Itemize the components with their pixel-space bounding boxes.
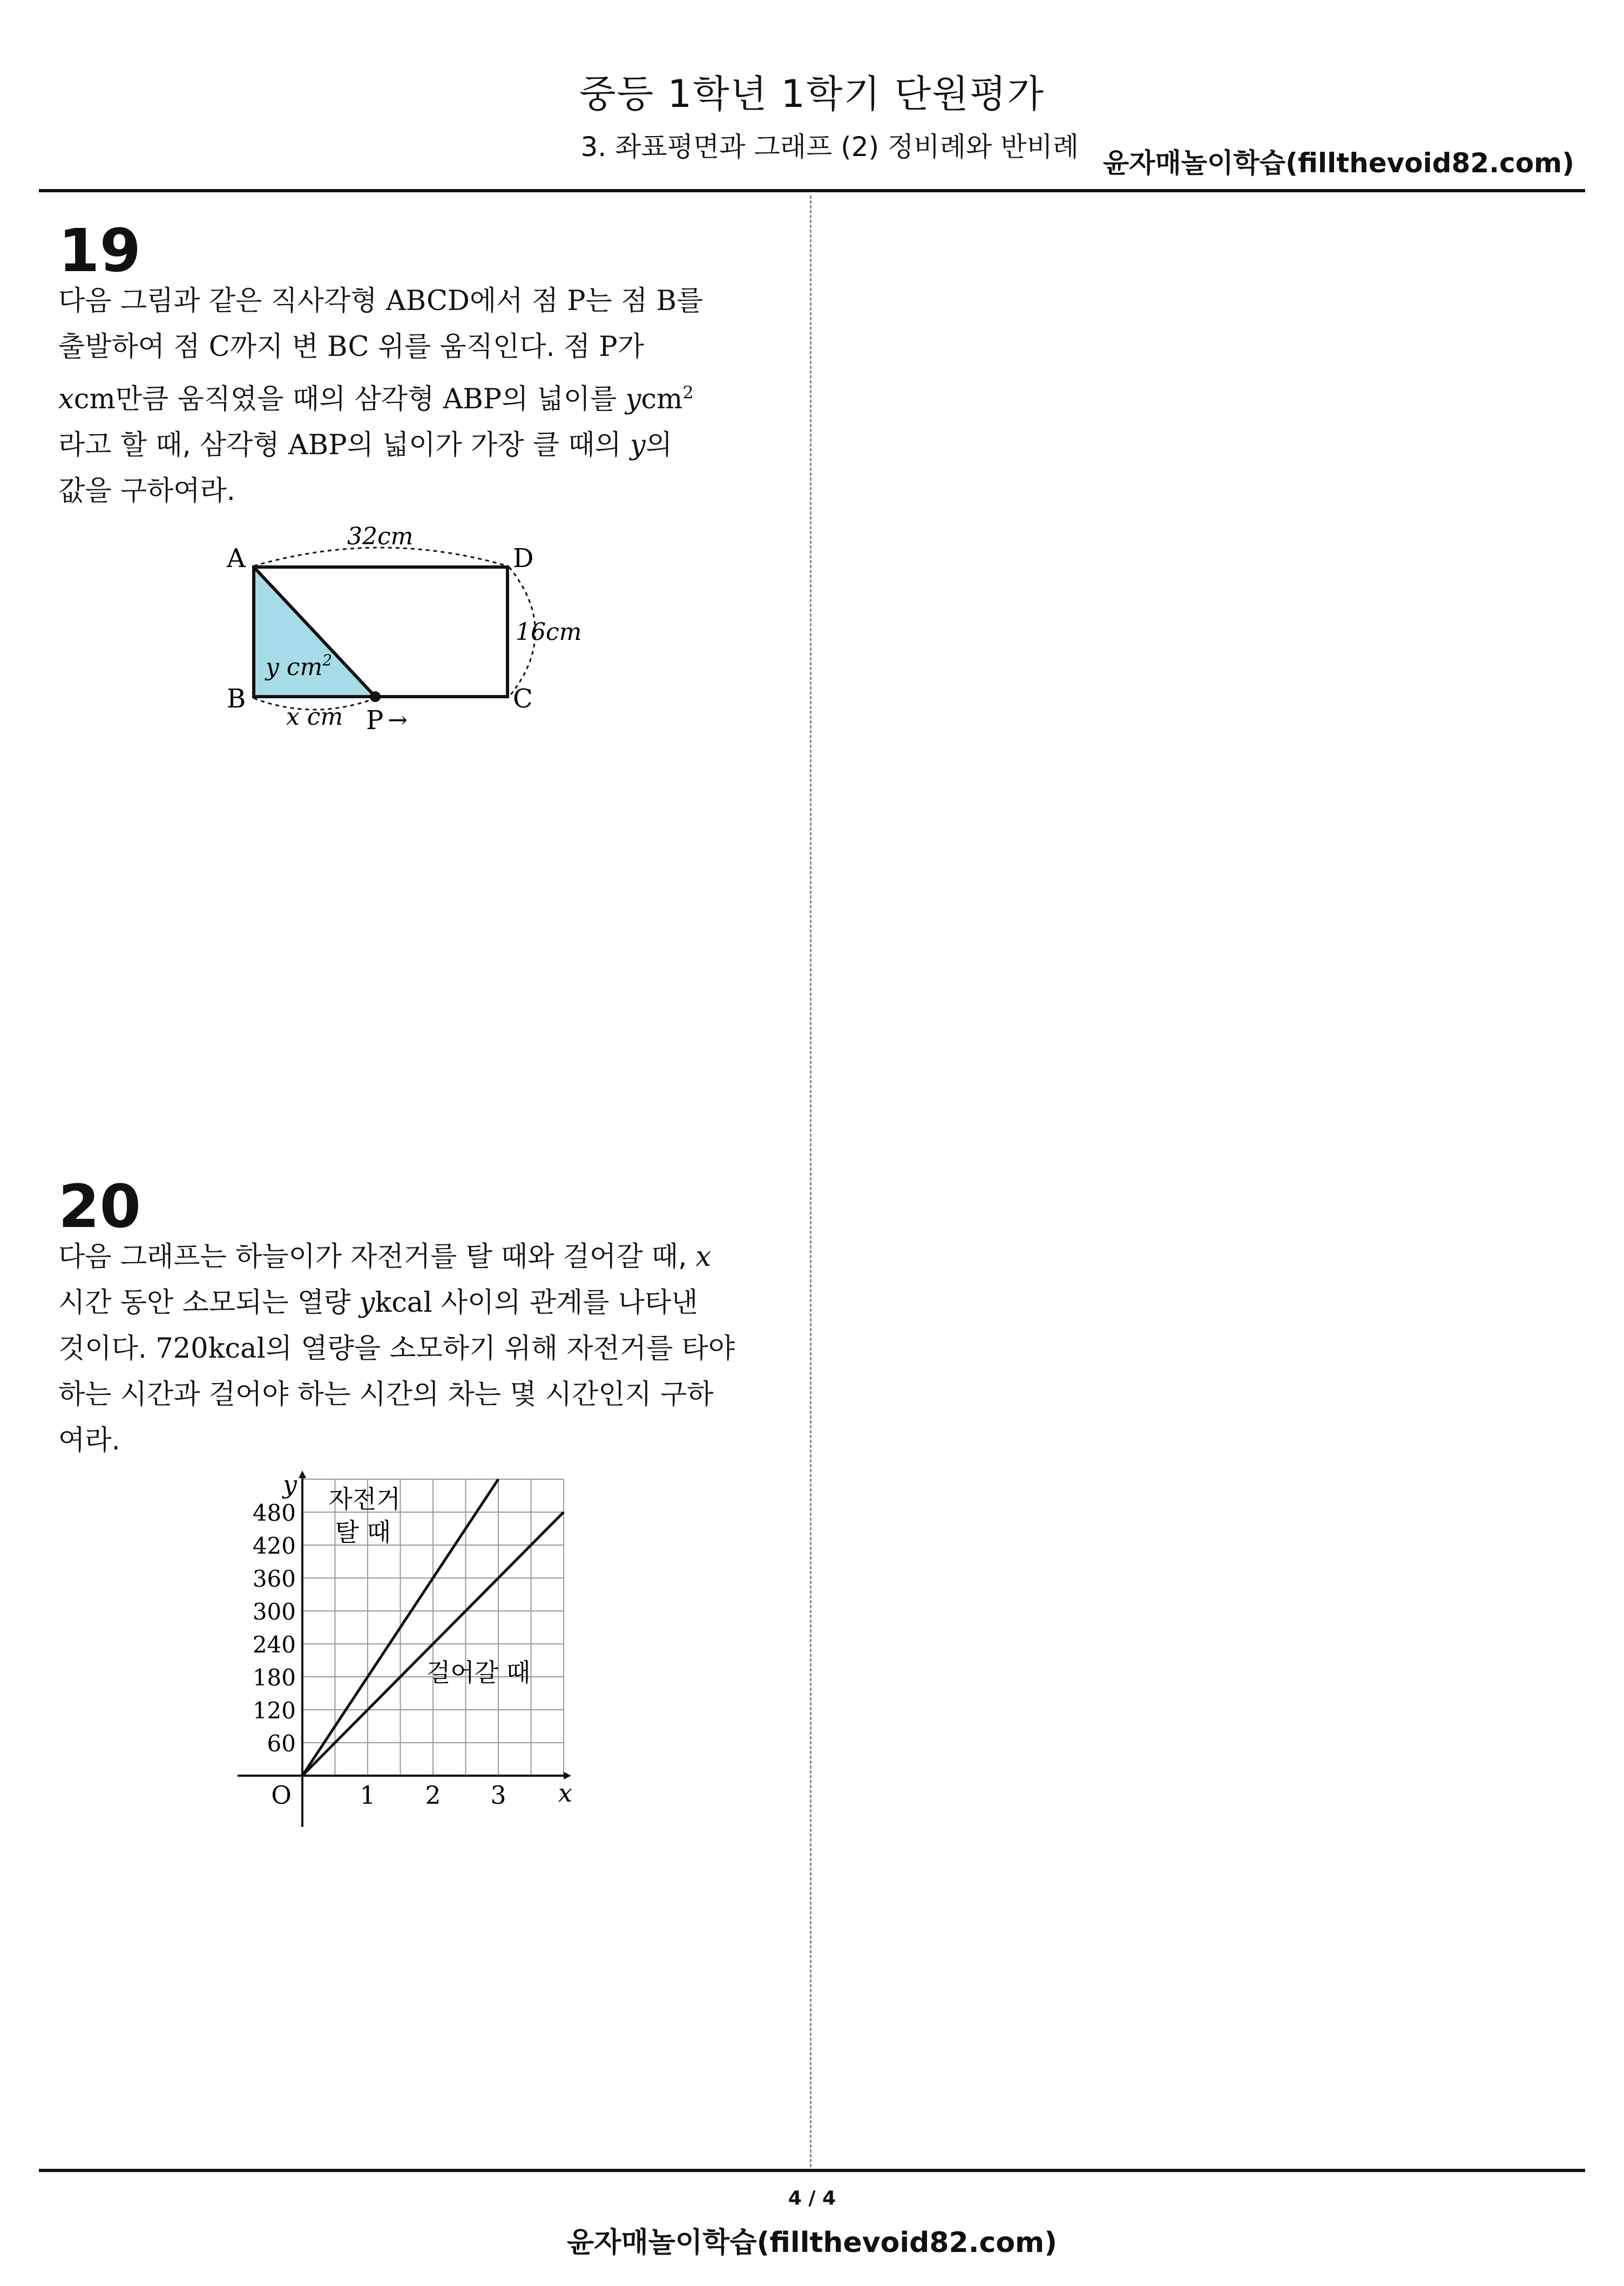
unit-subtitle: 3. 좌표평면과 그래프 (2) 정비례와 반비례	[580, 131, 1079, 163]
base-label: x cm	[286, 703, 343, 731]
page-title: 중등 1학년 1학기 단원평가	[579, 72, 1045, 116]
height-label: 16cm	[516, 618, 582, 646]
rectangle-figure	[216, 518, 605, 734]
q20-line-4: 하는 시간과 걸어야 하는 시간의 차는 몇 시간인지 구하	[58, 1379, 714, 1411]
y-tick-label: 240	[252, 1631, 296, 1658]
width-label: 32cm	[347, 523, 414, 550]
label-d: D	[513, 543, 534, 574]
question-19-number: 19	[58, 216, 141, 285]
y-tick-label: 480	[252, 1500, 296, 1526]
question-20-number: 20	[58, 1172, 141, 1241]
q19-line-3: xcm만큼 움직였을 때의 삼각형 ABP의 넓이를 ycm$^2$	[58, 382, 694, 415]
series-label-bike-line2: 탈 때	[335, 1518, 391, 1547]
x-tick-label: 3	[490, 1781, 506, 1810]
arrow-right-icon: →	[388, 706, 408, 734]
q19-line-1: 다음 그림과 같은 직사각형 ABCD에서 점 P는 점 B를	[58, 285, 703, 317]
y-tick-label: 180	[252, 1664, 296, 1691]
chart-labels	[253, 1470, 572, 1810]
y-tick-label: 360	[252, 1566, 296, 1592]
y-tick-label: 300	[252, 1599, 296, 1625]
q20-line-1: 다음 그래프는 하늘이가 자전거를 탈 때와 걸어갈 때, x	[58, 1241, 712, 1273]
q20-line-2: 시간 동안 소모되는 열량 ykcal 사이의 관계를 나타낸	[58, 1287, 698, 1319]
header-brand: 윤자매놀이학습(fillthevoid82.com)	[1102, 147, 1574, 179]
series-label-walk: 걸어갈 때	[426, 1658, 531, 1687]
area-label: y $cm^2$	[266, 651, 333, 681]
q19-line-5: 값을 구하여라.	[58, 475, 236, 507]
label-b: B	[227, 684, 246, 714]
footer-brand: 윤자매놀이학습(fillthevoid82.com)	[566, 2227, 1057, 2259]
column-divider	[810, 195, 811, 2172]
y-tick-label: 120	[252, 1697, 296, 1724]
top-dimension-arc	[254, 548, 508, 566]
q19-line-4: 라고 할 때, 삼각형 ABP의 넓이가 가장 클 때의 y의	[58, 429, 673, 461]
page-number: 4 / 4	[788, 2187, 836, 2209]
footer-rule	[39, 2169, 1585, 2172]
q20-line-3: 것이다. 720kcal의 열량을 소모하기 위해 자전거를 타야	[58, 1333, 735, 1365]
y-axis-arrowhead	[299, 1471, 306, 1478]
x-tick-label: 2	[425, 1781, 441, 1810]
q20-line-5: 여라.	[58, 1425, 120, 1456]
question-19-text	[58, 278, 750, 514]
y-tick-label: 420	[252, 1533, 296, 1559]
question-20-text	[58, 1234, 750, 1464]
y-axis-label: y	[283, 1470, 297, 1499]
label-a: A	[227, 543, 246, 574]
x-tick-label: 1	[360, 1781, 376, 1810]
series-label-bike-line1: 자전거	[328, 1485, 401, 1514]
header-rule	[39, 189, 1585, 192]
calorie-graph	[227, 1469, 583, 1847]
point-p	[370, 691, 381, 702]
q19-line-2: 출발하여 점 C까지 변 BC 위를 움직인다. 점 P가	[58, 331, 645, 363]
label-c: C	[513, 684, 533, 714]
y-tick-label: 60	[267, 1730, 296, 1757]
label-p: P	[366, 705, 384, 734]
origin-label: O	[271, 1781, 292, 1810]
x-axis-label: x	[558, 1778, 572, 1808]
